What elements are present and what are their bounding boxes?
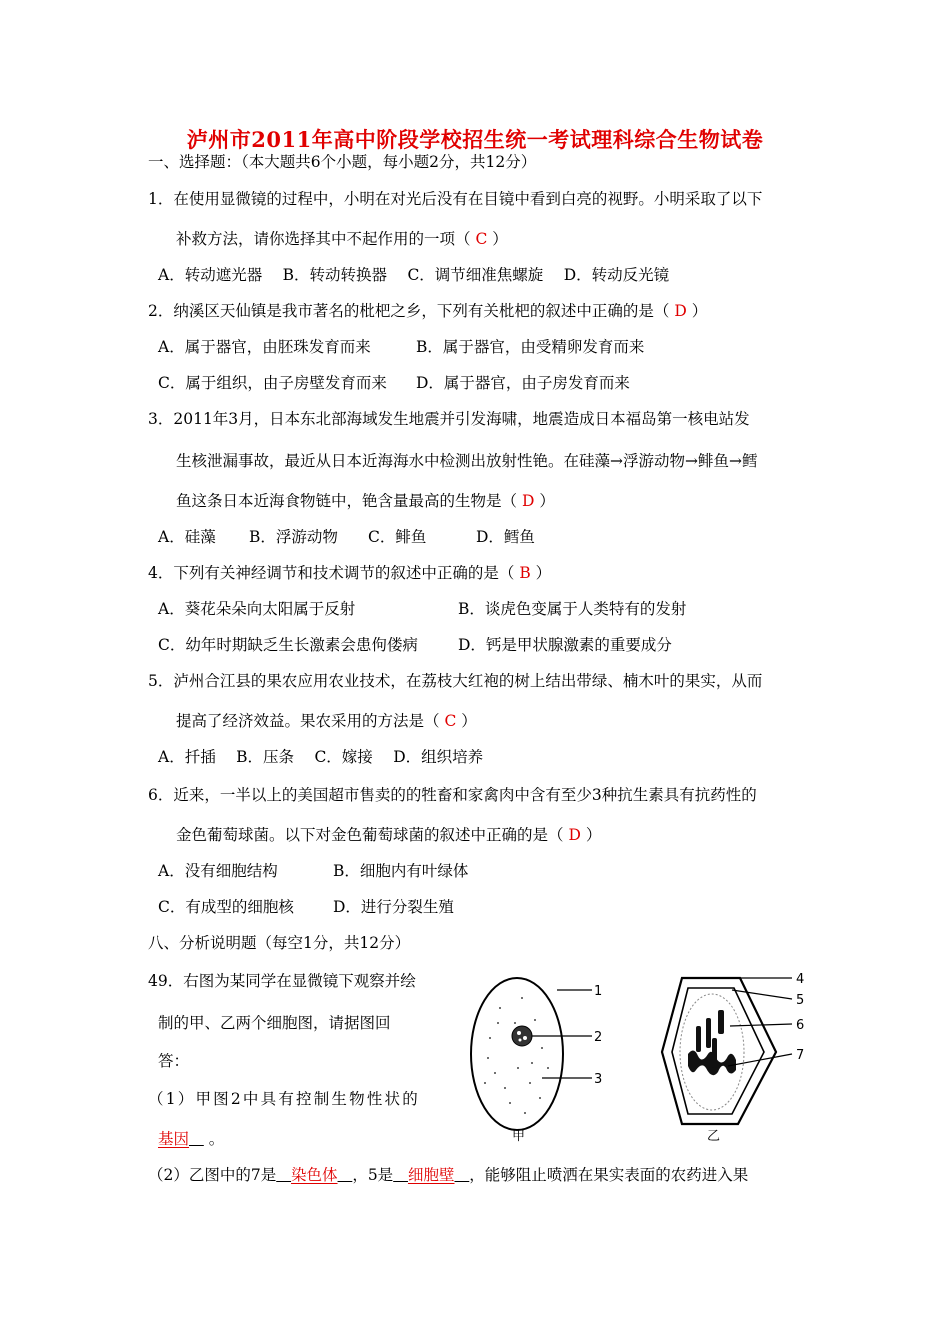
q3-line-2: 生核泄漏事故，最近从日本近海海水中检测出放射性铯。在硅藻→浮游动物→鲱鱼→鳕 — [176, 452, 758, 470]
q6-line-2: 金色葡萄球菌。以下对金色葡萄球菌的叙述中正确的是（ D ） — [176, 826, 602, 844]
q6-option-a: A．没有细胞结构 — [158, 862, 278, 880]
q49-line-2: 制的甲、乙两个细胞图，请据图回 — [158, 1014, 391, 1032]
q49-part-1-answer: 基因 — [158, 1130, 190, 1148]
label-1: 1 — [594, 984, 603, 999]
q49-part-2-answer-1: 染色体 — [291, 1166, 338, 1184]
q2-answer: D — [674, 302, 687, 320]
q3-line-3: 鱼这条日本近海食物链中，铯含量最高的生物是（ D ） — [176, 492, 555, 510]
q6-answer: D — [568, 826, 581, 844]
q1-options: A．转动遮光器 B．转动转换器 C．调节细准焦螺旋 D．转动反光镜 — [158, 266, 670, 284]
cell-yi — [662, 972, 804, 1144]
q3-line-1: 3．2011年3月，日本东北部海域发生地震并引发海啸，地震造成日本福岛第一核电站发 — [148, 410, 750, 428]
q49-part-2-answer-2: 细胞壁 — [407, 1166, 455, 1184]
nucleus — [512, 1026, 532, 1046]
q3-option-c: C．鲱鱼 — [368, 528, 427, 546]
label-6: 6 — [796, 1018, 805, 1033]
q2-option-d: D．属于器官，由子房发育而来 — [416, 374, 630, 392]
q3-option-a: A．硅藻 — [158, 528, 216, 546]
label-2: 2 — [594, 1030, 603, 1045]
cell-jia — [471, 978, 602, 1144]
q6-line-1: 6．近来，一半以上的美国超市售卖的的牲畜和家禽肉中含有至少3种抗生素具有抗药性的 — [148, 786, 757, 804]
caption-yi: 乙 — [707, 1129, 721, 1144]
q6-option-b: B．细胞内有叶绿体 — [333, 862, 469, 880]
q1-answer: C — [475, 230, 488, 248]
cell-jia-membrane — [471, 978, 563, 1130]
label-3: 3 — [594, 1072, 603, 1087]
section-8-heading: 八、分析说明题（每空1分，共12分） — [148, 934, 411, 952]
q4-option-b: B．谈虎色变属于人类特有的发射 — [458, 600, 687, 618]
q49-part-2: （2）乙图中的7是 染色体 ，5是 细胞壁 ，能够阻止喷洒在果实表面的农药进入果 — [148, 1166, 749, 1184]
q1-line-2: 补救方法，请你选择其中不起作用的一项（ C ） — [176, 230, 508, 248]
section-1-heading: 一、选择题：（本大题共6个小题，每小题2分，共12分） — [148, 153, 537, 171]
caption-jia: 甲 — [512, 1129, 526, 1144]
q49-line-1: 49．右图为某同学在显微镜下观察并绘 — [148, 972, 416, 990]
q2-option-a: A．属于器官，由胚珠发育而来 — [158, 338, 371, 356]
q49-line-3: 答： — [158, 1052, 190, 1070]
q4-option-a: A．葵花朵朵向太阳属于反射 — [158, 600, 356, 618]
q5-answer: C — [444, 712, 457, 730]
q6-option-c: C．有成型的细胞核 — [158, 898, 294, 916]
q49-part-1-answer-line: 基因 。 — [158, 1130, 225, 1148]
q4-stem: 4．下列有关神经调节和技术调节的叙述中正确的是（ B ） — [148, 564, 552, 582]
cell-wall — [662, 978, 776, 1124]
q1-line-1: 1．在使用显微镜的过程中，小明在对光后没有在目镜中看到白亮的视野。小明采取了以下 — [148, 190, 763, 208]
cell-membrane — [672, 988, 764, 1114]
q3-option-d: D．鳕鱼 — [476, 528, 535, 546]
q2-option-c: C．属于组织，由子房壁发育而来 — [158, 374, 387, 392]
q4-option-c: C．幼年时期缺乏生长激素会患佝偻病 — [158, 636, 418, 654]
q6-option-d: D．进行分裂生殖 — [333, 898, 454, 916]
label-4: 4 — [796, 972, 805, 987]
cell-diagram — [460, 968, 820, 1148]
q3-answer: D — [521, 492, 535, 510]
q4-answer: B — [519, 564, 531, 582]
q3-option-b: B．浮游动物 — [249, 528, 338, 546]
page-title: 泸州市2011年高中阶段学校招生统一考试理科综合生物试卷 — [186, 127, 764, 152]
q5-options: A．扦插 B．压条 C．嫁接 D．组织培养 — [158, 748, 484, 766]
q49-part-1: （1）甲图2中具有控制生物性状的 — [148, 1090, 420, 1108]
label-7: 7 — [796, 1048, 805, 1063]
q2-option-b: B．属于器官，由受精卵发育而来 — [416, 338, 645, 356]
q5-line-2: 提高了经济效益。果农采用的方法是（ C ） — [176, 712, 477, 730]
q4-option-d: D．钙是甲状腺激素的重要成分 — [458, 636, 672, 654]
q5-line-1: 5．泸州合江县的果农应用农业技术，在荔枝大红袍的树上结出带绿、楠木叶的果实，从而 — [148, 672, 763, 690]
label-5: 5 — [796, 993, 805, 1008]
q2-stem: 2．纳溪区天仙镇是我市著名的枇杷之乡，下列有关枇杷的叙述中正确的是（ D ） — [148, 302, 708, 320]
